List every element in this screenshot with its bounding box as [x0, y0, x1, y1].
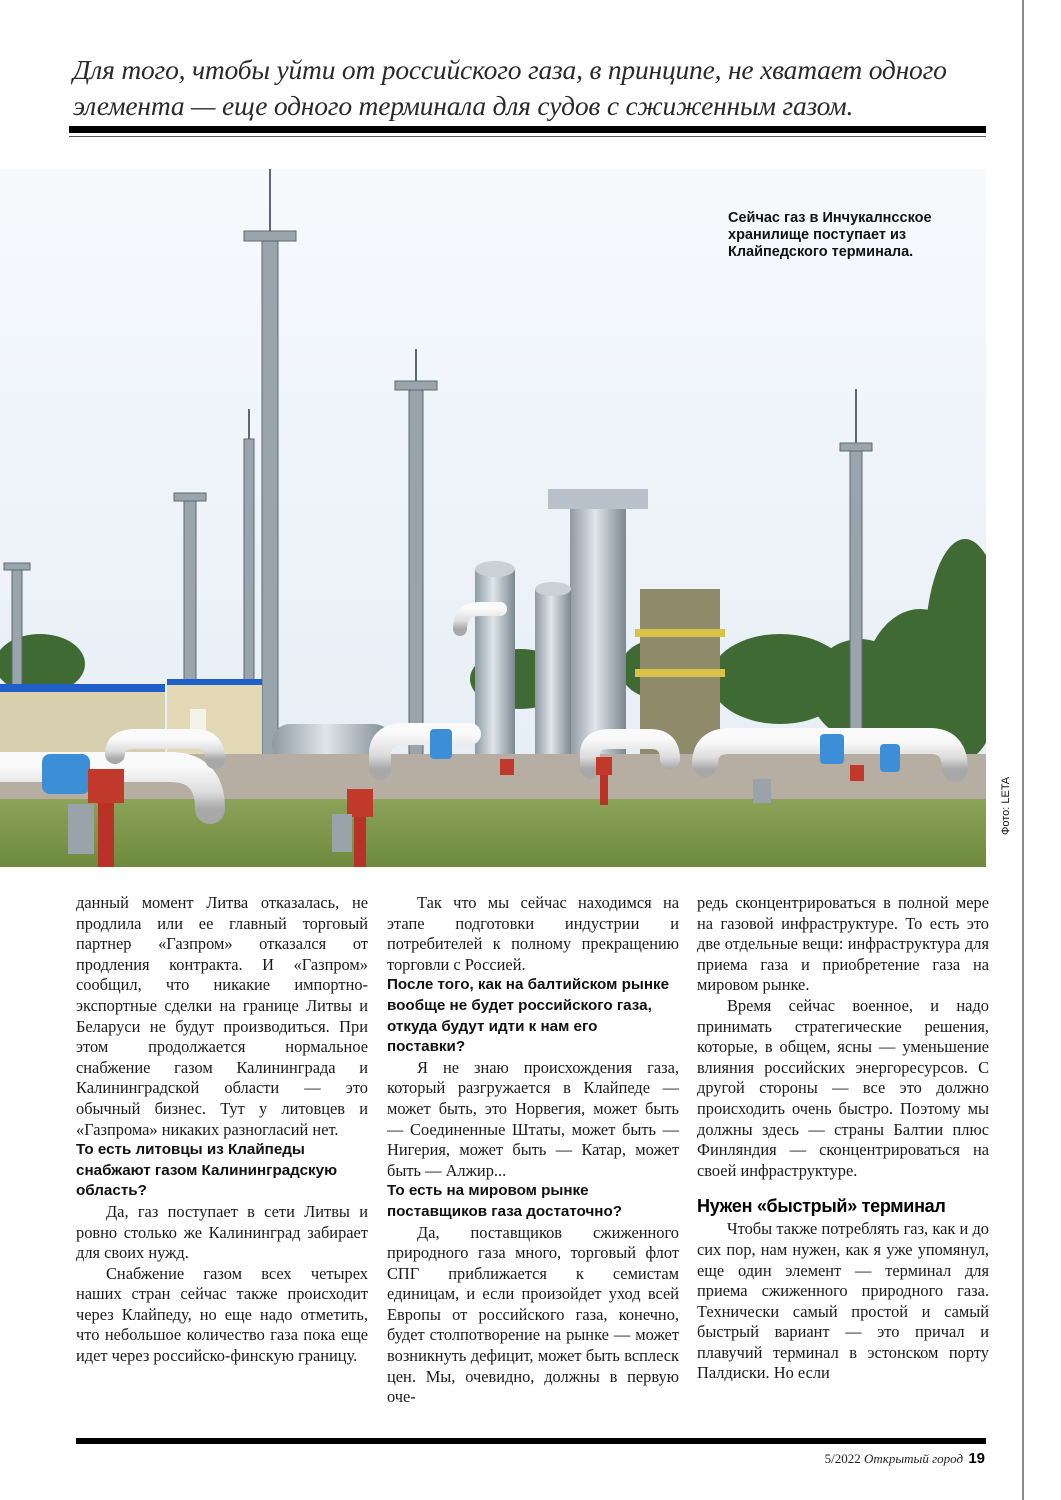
paragraph: Да, поставщиков сжиженного природного газа много, торговый флот СПГ приближается к семистам единицам, и если произойдет уход всей Европы от российского газа, конечно, будет столпотворение на рынке — может возникнуть дефицит, может быть всплеск цен. Мы, очевидно, должны в первую оче- — [387, 1222, 679, 1407]
article-column-2 — [387, 893, 679, 1408]
article-column-1 — [76, 893, 368, 1367]
grass — [0, 799, 986, 867]
interview-question: После того, как на балтийском рынке вообще не будет российского газа, откуда будут идти к нам его поставки? — [387, 976, 670, 1056]
photo-credit: Фото: LETA — [1000, 776, 1012, 835]
magazine-name: Открытый город — [863, 1451, 964, 1466]
pull-quote: Для того, чтобы уйти от российского газа, в принципе, не хватает одного элемента — еще одного терминала для судов с сжиженным газом. — [73, 54, 947, 121]
paragraph: Время сейчас военное, и надо принимать стратегические решения, которые, в общем, ясны — уменьшение влияния российских энергоресурсов. С другой стороны — все это должно происходить очень быстро. Поэтому мы должны здесь — страны Балтии плюс Финляндия — сконцентрироваться на своей инфраструктуре. — [697, 995, 989, 1180]
paragraph: редь сконцентрироваться в полной мере на газовой инфраструктуре. То есть это две отдельные вещи: инфраструктура для приема газа и приобретение газа на мировом рынке. — [697, 893, 989, 995]
page-number: 19 — [968, 1450, 985, 1467]
footer-rule — [76, 1438, 986, 1444]
photo-caption: Сейчас газ в Инчукалнсское хранилище поступает из Клайпедского терминала. — [728, 210, 932, 260]
page-edge-divider — [1022, 0, 1024, 1500]
gas-storage-illustration — [0, 169, 986, 867]
pull-quote-rule-thick — [69, 126, 986, 133]
paragraph: Я не знаю происхождения газа, который разгружается в Клайпеде — может быть, это Норвегия, может быть — Соединенные Штаты, может быть — Нигерия, может быть — Катар, может быть — Алжир... — [387, 1057, 679, 1180]
paragraph: Так что мы сейчас находимся на этапе подготовки индустрии и потребителей к полному прекращению торговли с Россией. — [387, 893, 679, 974]
paragraph: Да, газ поступает в сети Литвы и ровно столько же Калининград забирает для своих нужд. — [76, 1201, 368, 1263]
interview-question: То есть на мировом рынке поставщиков газа достаточно? — [387, 1182, 623, 1220]
paragraph: Чтобы также потреблять газ, как и до сих пор, нам нужен, как я уже упомянул, еще один элемент — терминал для приема сжиженного природного газа. Технически самый простой и самый быстрый вариант — это причал и плавучий терминал в эстонском порту Палдиски. Но если — [697, 1219, 989, 1383]
issue-number: 5/2022 — [824, 1451, 861, 1466]
interview-question: То есть литовцы из Клайпеды снабжают газом Калининградскую область? — [76, 1141, 338, 1200]
paragraph: Снабжение газом всех четырех наших стран сейчас также происходит через Клайпеду, но еще надо отметить, что небольшое количество газа пока еще идет через российско-финскую границу. — [76, 1263, 368, 1366]
article-photo — [0, 169, 986, 867]
article-column-3 — [697, 893, 989, 1384]
section-heading: Нужен «быстрый» терминал — [697, 1196, 946, 1217]
pull-quote-rule-thin — [69, 136, 986, 137]
page-footer — [825, 1450, 985, 1467]
paragraph: данный момент Литва отказалась, не продлила или ее главный торговый партнер «Газпром» отказался от продления контракта. И «Газпром» сообщил, что никакие импортно-экспортные сделки на границе Литвы и Беларуси не будут производиться. При этом продолжается нормальное снабжение газом Калининграда и Калининградской области — это обычный бизнес. Тут у литовцев и «Газпрома» никаких разногласий нет. — [76, 893, 368, 1139]
